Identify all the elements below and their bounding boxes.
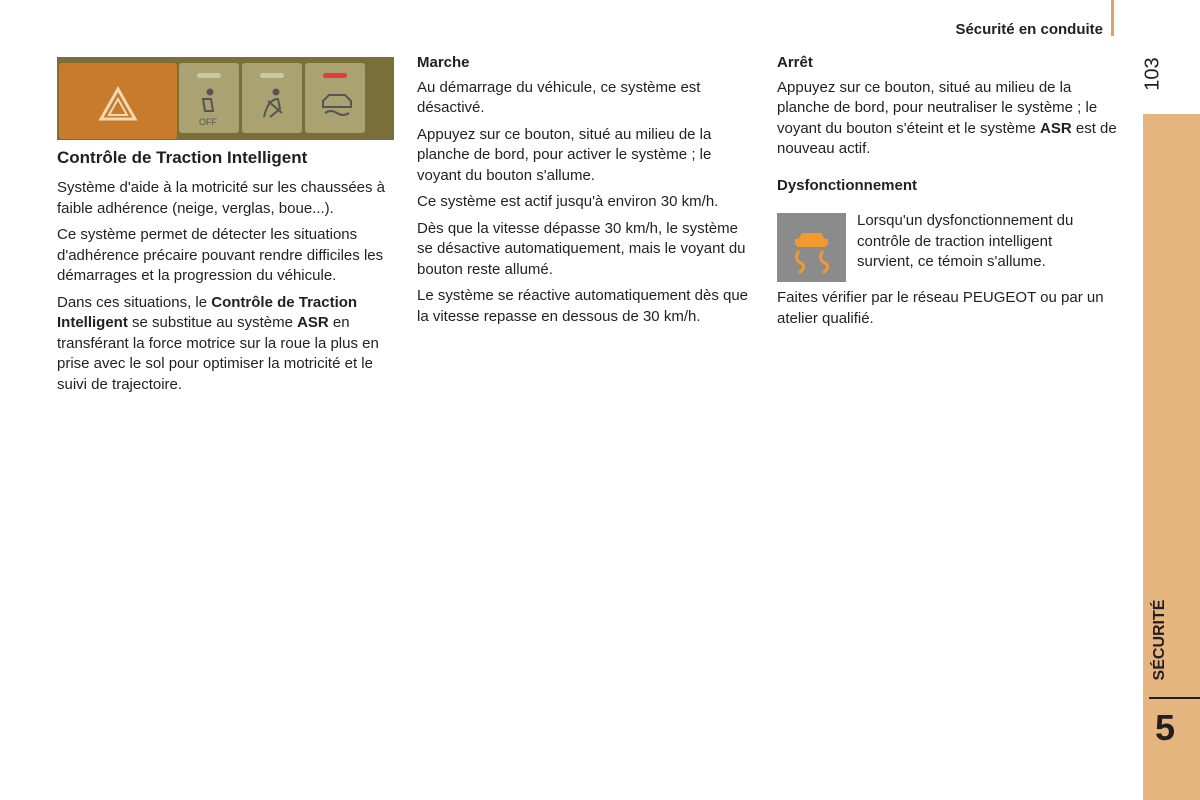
paragraph: Faites vérifier par le réseau PEUGEOT ou par un atelier qualifié. [777,289,1104,327]
subheading-marche: Marche [417,54,470,71]
hazard-button [59,63,177,139]
chapter-tab-label: SÉCURITÉ [1151,599,1168,681]
paragraph: Système d'aide à la motricité sur les chaussées à faible adhérence (neige, verglas, boue...). [57,179,386,217]
paragraph: Appuyez sur ce bouton, situé au milieu de la planche de bord, pour neutraliser le système ; le voyant du bouton s'éteint et le système ASR est de nouveau actif. [777,78,1117,157]
subheading-arret: Arrêt [777,54,813,71]
seatbelt-button [242,63,302,133]
paragraph: Lorsqu'un dysfonctionnement du contrôle de traction intelligent survient, ce témoin s'allume. [857,212,1074,270]
paragraph: Ce système permet de détecter les situations d'adhérence précaire pouvant rendre difficiles les démarrages et la progression du véhicule. [57,226,384,284]
paragraph: Appuyez sur ce bouton, situé au milieu de la planche de bord, pour activer le système ; le voyant du bouton s'allume. [417,125,712,184]
skid-warning-lamp-icon [777,213,846,282]
traction-car-icon [319,87,355,127]
seatbelt-icon [256,87,290,127]
traction-control-led [323,73,347,78]
svg-text:OFF: OFF [199,117,217,127]
column-1 [57,178,397,401]
airbag-off-icon [193,87,227,127]
paragraph: Dès que la vitesse dépasse 30 km/h, le système se désactive automatiquement, mais le voyant du bouton reste allumé. [417,219,746,278]
hazard-triangle-icon [59,63,177,139]
dashboard-buttons-illustration [57,57,394,140]
running-header: Sécurité en conduite [955,21,1103,38]
paragraph: Dans ces situations, le Contrôle de Traction Intelligent se substitue au système ASR en transférant la force motrice sur la roue la plus en prise avec le sol pour optimiser la motricité et le suivi de trajectoire. [57,293,379,393]
header-divider [1111,0,1114,36]
malfunction-text [857,211,1112,279]
chapter-tab-divider [1149,697,1200,699]
paragraph: Le système se réactive automatiquement dès que la vitesse repasse en dessous de 30 km/h. [417,287,749,325]
column-3-bottom [777,288,1117,335]
subheading-dysfonctionnement: Dysfonctionnement [777,176,918,194]
paragraph: Au démarrage du véhicule, ce système est désactivé. [417,78,701,116]
paragraph: Ce système est actif jusqu'à environ 30 km/h. [417,193,719,210]
column-2 [417,53,757,333]
chapter-number: 5 [1155,707,1176,748]
airbag-off-button [179,63,239,133]
airbag-led [197,73,221,78]
traction-control-button [305,63,365,133]
seatbelt-led [260,73,284,78]
section-title: Contrôle de Traction Intelligent [57,148,308,167]
column-3 [777,53,1117,200]
page-number: 103 [1141,57,1164,91]
